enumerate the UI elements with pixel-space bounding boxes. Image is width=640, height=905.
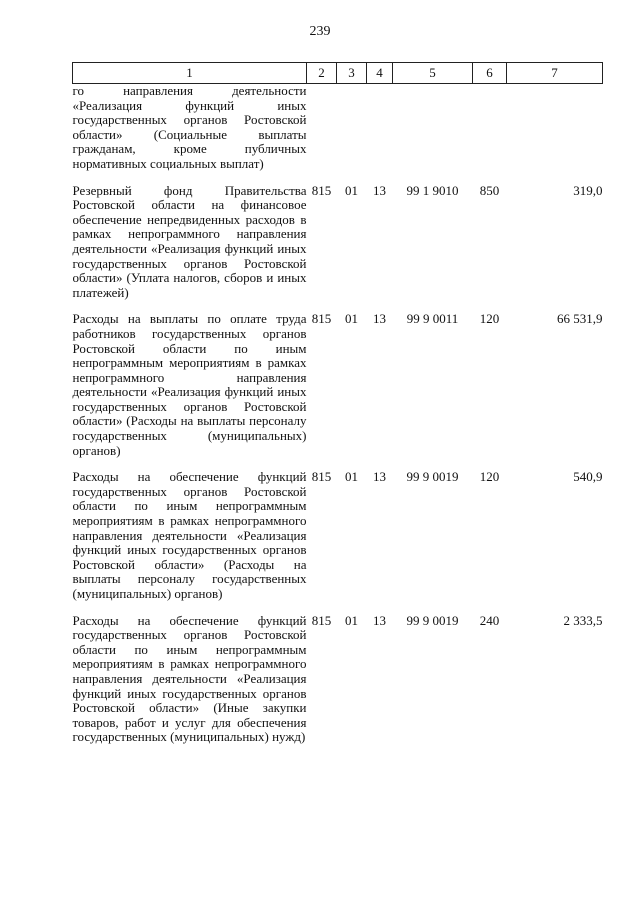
row-description: го направления деятельности «Реализация функций иных государственных органов Ростовской области» (Социальные выплаты гражданам, кроме публичных нормативных социальных выплат) xyxy=(72,83,307,171)
column-header-6: 6 xyxy=(473,63,507,84)
table-row xyxy=(73,312,603,458)
budget-table xyxy=(72,62,603,745)
row-subsection-code: 13 xyxy=(373,612,386,628)
column-header-2: 2 xyxy=(307,63,337,84)
row-description: Расходы на выплаты по оплате труда работников государственных органов Ростовской области по иным непрограммным мероприятиям в рамках непрограммного направления деятельности «Реализация функций иных государственных органов Ростовской области» (Расходы на выплаты персоналу государственных (муниципальных) органов) xyxy=(72,311,307,458)
row-ministry-code: 815 xyxy=(311,612,332,628)
row-subsection-code: 13 xyxy=(373,469,386,485)
row-target-code: 99 9 0019 xyxy=(406,469,459,485)
row-amount: 66 531,9 xyxy=(557,311,603,327)
table-row xyxy=(73,184,603,301)
row-target-code xyxy=(393,84,473,172)
row-expense-type-code: 240 xyxy=(479,612,500,628)
row-ministry-code: 815 xyxy=(311,182,332,198)
row-ministry-code: 815 xyxy=(311,469,332,485)
row-expense-type-code: 120 xyxy=(479,311,500,327)
row-expense-type-code xyxy=(473,84,507,172)
row-description: Резервный фонд Правительства Ростовской области на финансовое обеспечение непредвиденных расходов в рамках непрограммного направления деятельности «Реализация функций иных государственных органов Ростовской области» (Уплата налогов, сборов и иных платежей) xyxy=(72,182,307,300)
row-subsection-code: 13 xyxy=(373,311,386,327)
row-section-code xyxy=(337,84,367,172)
row-description: Расходы на обеспечение функций государственных органов Ростовской области по иным непрограммным мероприятиям в рамках непрограммного направления деятельности «Реализация функций иных государственных органов Ростовской области» (Расходы на выплаты персоналу государственных (муниципальных) органов) xyxy=(72,469,307,601)
column-header-1: 1 xyxy=(73,63,307,84)
column-header-7: 7 xyxy=(507,63,603,84)
row-section-code: 01 xyxy=(345,311,358,327)
page-number: 239 xyxy=(309,24,331,39)
table-row xyxy=(73,614,603,745)
row-expense-type-code: 120 xyxy=(479,469,500,485)
row-section-code: 01 xyxy=(345,612,358,628)
row-subsection-code: 13 xyxy=(373,182,386,198)
row-section-code: 01 xyxy=(345,182,358,198)
row-ministry-code xyxy=(307,84,337,172)
row-description: Расходы на обеспечение функций государственных органов Ростовской области по иным непрограммным мероприятиям в рамках непрограммного направления деятельности «Реализация функций иных государственных органов Ростовской области» (Иные закупки товаров, работ и услуг для обеспечения государственных (муниципальных) нужд) xyxy=(72,612,307,745)
column-number-row xyxy=(73,63,603,84)
row-amount: 2 333,5 xyxy=(563,612,603,628)
row-section-code: 01 xyxy=(345,469,358,485)
row-amount: 540,9 xyxy=(573,469,603,485)
column-header-4: 4 xyxy=(367,63,393,84)
table-row xyxy=(73,84,603,172)
table-row xyxy=(73,470,603,601)
column-header-3: 3 xyxy=(337,63,367,84)
row-ministry-code: 815 xyxy=(311,311,332,327)
row-amount: 319,0 xyxy=(573,182,603,198)
row-expense-type-code: 850 xyxy=(479,182,500,198)
column-header-5: 5 xyxy=(393,63,473,84)
row-amount xyxy=(507,84,603,172)
row-target-code: 99 9 0011 xyxy=(406,311,459,327)
row-target-code: 99 9 0019 xyxy=(406,612,459,628)
row-target-code: 99 1 9010 xyxy=(406,182,459,198)
row-subsection-code xyxy=(367,84,393,172)
